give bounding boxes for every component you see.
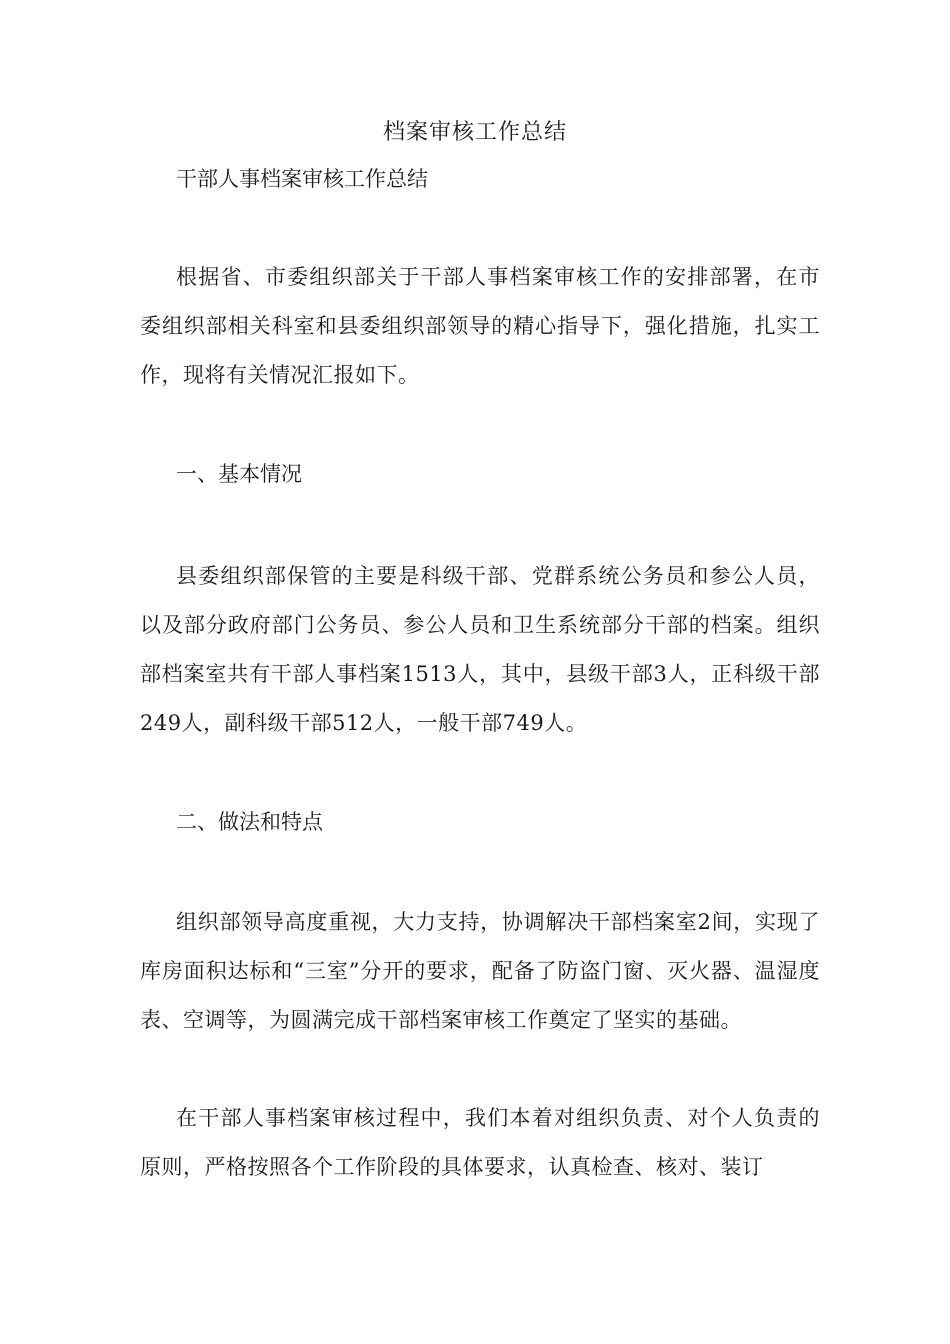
document-title: 档案审核工作总结: [382, 120, 567, 145]
document-subtitle: 干部人事档案审核工作总结: [176, 167, 428, 191]
section-heading-basic-situation: 一、基本情况: [176, 462, 302, 486]
section-heading-methods: 二、做法和特点: [176, 810, 323, 834]
methods-paragraph-2: 在干部人事档案审核过程中，我们本着对组织负责、对个人负责的原则，严格按照各个工作阶段的具体要求，认真检查、核对、装订: [140, 1106, 820, 1179]
basic-situation-paragraph: 县委组织部保管的主要是科级干部、党群系统公务员和参公人员，以及部分政府部门公务员、参公人员和卫生系统部分干部的档案。组织部档案室共有干部人事档案1513人，其中，县级干部3人，正科级干部249人，副科级干部512人，一般干部749人。: [140, 564, 820, 735]
intro-paragraph: 根据省、市委组织部关于干部人事档案审核工作的安排部署，在市委组织部相关科室和县委组织部领导的精心指导下，强化措施，扎实工作，现将有关情况汇报如下。: [140, 265, 820, 387]
methods-paragraph-1: 组织部领导高度重视，大力支持，协调解决干部档案室2间，实现了库房面积达标和“三室”分开的要求，配备了防盗门窗、灭火器、温湿度表、空调等，为圆满完成干部档案审核工作奠定了坚实的基础。: [140, 910, 820, 1032]
